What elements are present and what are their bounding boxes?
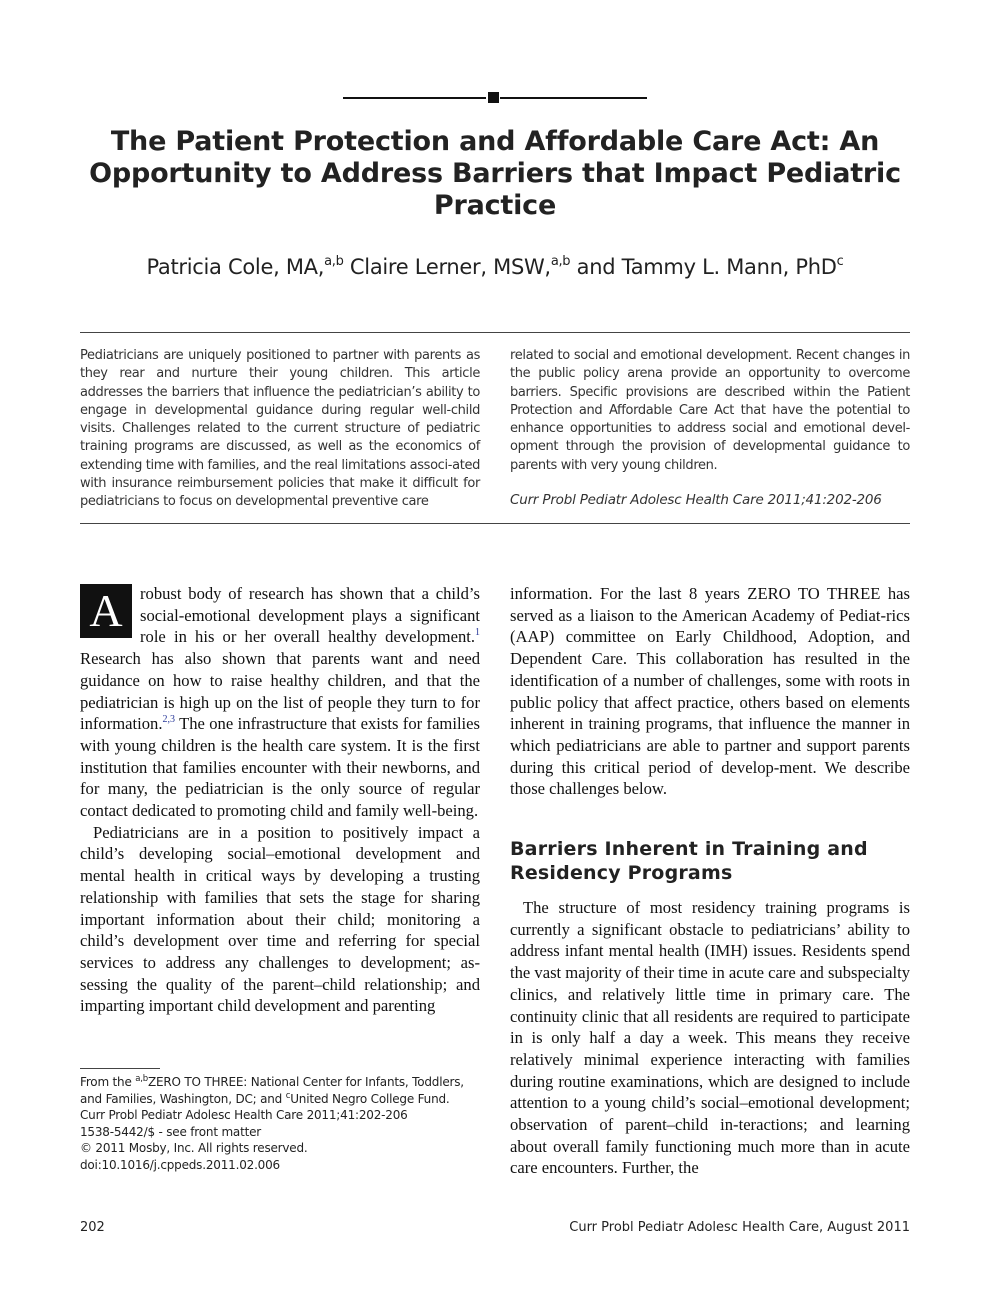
paragraph-text: The one infrastructure that exists for families with young children is the health care system. It is the first institution that families encounter with their newborns, and for many, the pediatrician is the only source of regular contact dedicated to promoting child and family well-being. — [80, 714, 480, 821]
footnote-affiliation-mark: c — [285, 1090, 291, 1101]
footnote-affiliation-line — [80, 1091, 480, 1108]
body-paragraph: Pediatricians are in a position to positively impact a child’s developing social–emotional development and mental health in critical ways by developing a trusting relationship with families that sets the stage for sharing important information about their child; monitoring a child’s development over time and referring for special services to address any challenges to development; as-sessing the quality of the parent–child relationship; and imparting important child development and parenting — [80, 822, 480, 1016]
drop-cap: A — [80, 584, 132, 638]
author-conjunction: and — [576, 255, 616, 279]
abstract-rule-top — [80, 332, 910, 333]
footnote-issn: 1538-5442/$ - see front matter — [80, 1124, 262, 1139]
abstract-rule-bottom — [80, 523, 910, 524]
body-paragraph: The structure of most residency training programs is currently a significant obstacle to pediatricians’ ability to address infant mental health (IMH) issues. Residents spend the vast majority of their time in acute care and subspecialty clinics, and relatively little time in primary care. The continuity clinic that all residents are required to participate in is only half a day a week. This means they receive relatively minimal experience interacting with families during routine examinations, which are designed to include attention to a young child’s social–emotional development; observation of parent–child in-teractions; and learning about overall family functioning much more than in acute care encounters. Further, the — [510, 898, 910, 1178]
page-number: 202 — [80, 1220, 105, 1235]
author-affiliation: a,b — [324, 254, 344, 269]
abstract-right-column: related to social and emotional development. Recent changes in the public policy arena provide an opportunity to overcome barriers. Specific provisions are described within the Patient Protection and Affordable Care Act that have the potential to enhance opportunities to address social and emotional devel-opment through the provision of developmental guidance to parents with very young children. — [510, 348, 910, 473]
footnotes — [80, 1074, 480, 1173]
body-column-left — [80, 583, 480, 1017]
footnote-affiliation-line — [80, 1074, 480, 1091]
body-paragraph: information. For the last 8 years ZERO TO THREE has served as a liaison to the American Academy of Pediat-rics (AAP) committee on Early Childhood, Adoption, and Dependent Care. This collaboration has resulted in the identification of a number of challenges, some with roots in public policy that affect practice, others based on elements inherent in training programs, that influence the manner in which pediatricians are able to partner and support parents during this critical period of develop-ment. We describe those challenges below. — [510, 584, 910, 799]
author-name: Patricia Cole, MA, — [146, 255, 325, 279]
body-column-right — [510, 583, 910, 1179]
paragraph-text: robust body of research has shown that a child’s social-emotional development plays a significant role in his or her overall healthy development. — [140, 584, 480, 647]
author-list — [80, 252, 910, 282]
footnote-rule — [80, 1068, 160, 1069]
paragraph-text: Research has also shown that parents want and need guidance on how to raise healthy children, and that the pediatrician is high up on the list of people they turn to for information. — [80, 649, 480, 734]
author-affiliation: c — [836, 254, 844, 269]
ornament-line-right — [500, 97, 647, 99]
footnote-text: and Families, Washington, DC; and — [80, 1091, 286, 1106]
section-heading: Barriers Inherent in Training and Residency Programs — [510, 838, 868, 884]
author-name: Claire Lerner, MSW, — [349, 255, 551, 279]
footnote-text: From the — [80, 1075, 136, 1089]
abstract-citation: Curr Probl Pediatr Adolesc Health Care 2011;41:202-206 — [510, 492, 882, 508]
running-footer: Curr Probl Pediatr Adolesc Health Care, August 2011 — [569, 1220, 910, 1235]
footnote-doi[interactable]: doi:10.1016/j.cppeds.2011.02.006 — [80, 1157, 280, 1172]
footnote-text: United Negro College Fund. — [290, 1091, 450, 1106]
author-affiliation: a,b — [550, 254, 571, 269]
footnote-affiliation-mark: a,b — [135, 1074, 148, 1084]
title-ornament — [343, 92, 647, 104]
article-title: The Patient Protection and Affordable Care Act: An Opportunity to Address Barriers that Impact Pediatric Practice — [89, 126, 901, 221]
footnote-copyright: © 2011 Mosby, Inc. All rights reserved. — [80, 1141, 308, 1155]
body-paragraph — [80, 583, 480, 822]
footnote-text: ZERO TO THREE: National Center for Infants, Toddlers, — [147, 1075, 464, 1089]
footnote-journal: Curr Probl Pediatr Adolesc Health Care 2011;41:202-206 — [80, 1108, 408, 1122]
ornament-line-left — [343, 97, 486, 99]
ornament-square — [488, 92, 499, 103]
reference-link[interactable]: 1 — [475, 627, 480, 639]
author-name: Tammy L. Mann, PhD — [621, 255, 837, 279]
abstract-left-column: Pediatricians are uniquely positioned to partner with parents as they rear and nurture their young children. This article addresses the barriers that influence the pediatrician’s ability to engage in developmental guidance during regular well-child visits. Challenges related to the current structure of pediatric training programs are discussed, as well as the economics of extending time with families, and the real limitations associ-ated with insurance reimbursement policies that make it difficult for pediatricians to focus on developmental preventive care — [80, 348, 480, 510]
reference-link[interactable]: 2,3 — [162, 714, 175, 726]
